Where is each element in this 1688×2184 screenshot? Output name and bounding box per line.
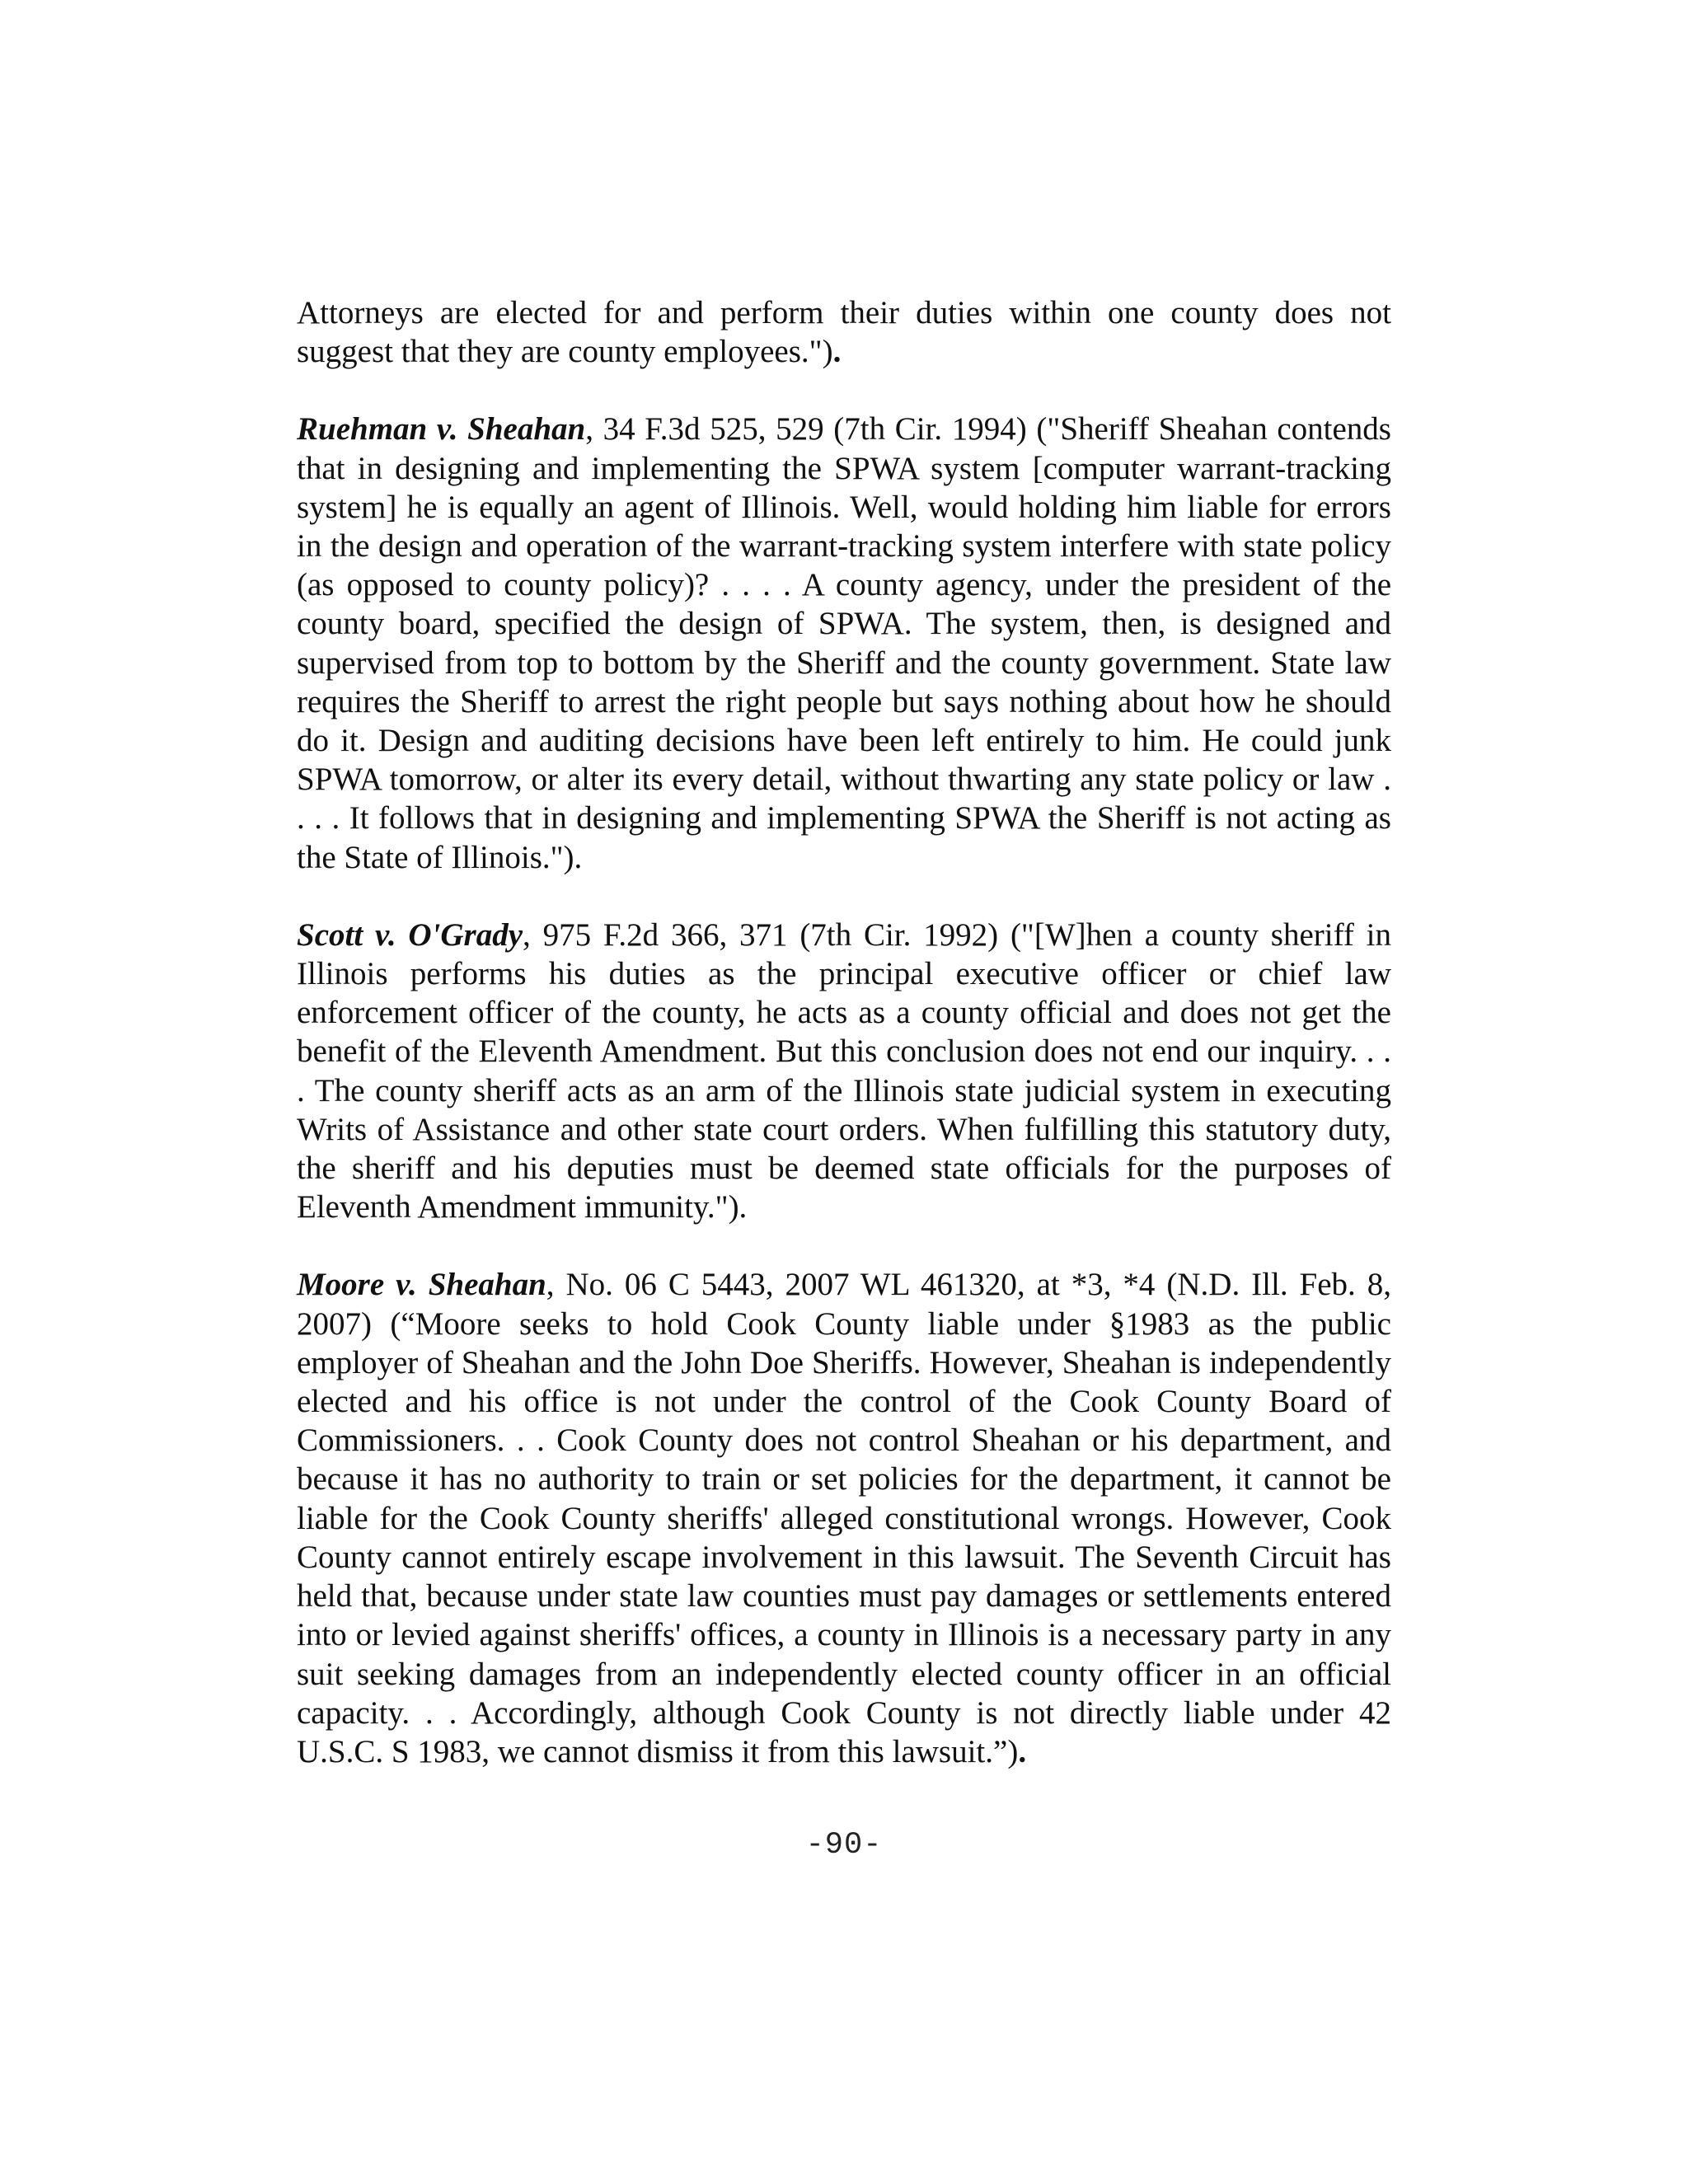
citation-end: . bbox=[1018, 1733, 1027, 1769]
citation-text: , 975 F.2d 366, 371 (7th Cir. 1992) ("[W]hen a county sheriff in Illinois performs his duties as the principal executive officer or chief law enforcement officer of the county, he acts as a county official and does not get the benefit of the Eleventh Amendment. But this conclusion does not end our inquiry. . . . The county sheriff acts as an arm of the Illinois state judicial system in executing Writs of Assistance and other state court orders. When fulfilling this statutory duty, the sheriff and his deputies must be deemed state officials for the purposes of Eleventh Amendment immunity."). bbox=[297, 916, 1392, 1226]
continuation-end: . bbox=[832, 334, 842, 370]
continuation-paragraph bbox=[297, 293, 1391, 371]
case-name: Ruehman v. Sheahan bbox=[297, 411, 586, 448]
citation-moore bbox=[297, 1265, 1391, 1771]
case-name: Moore v. Sheahan bbox=[297, 1267, 546, 1303]
case-name: Scott v. O'Grady bbox=[297, 916, 523, 953]
document-body bbox=[297, 293, 1391, 1810]
citation-scott bbox=[297, 916, 1391, 1227]
citation-text: , 34 F.3d 525, 529 (7th Cir. 1994) ("Sheriff Sheahan contends that in designing and implementing the SPWA system [computer warrant-tracking system] he is equally an agent of Illinois. Well, would holding him liable for errors in the design and operation of the warrant-tracking system interfere with state policy (as opposed to county policy)? . . . . A county agency, under the president of the county board, specified the design of SPWA. The system, then, is designed and supervised from top to bottom by the Sheriff and the county government. State law requires the Sheriff to arrest the right people but says nothing about how he should do it. Design and auditing decisions have been left entirely to him. He could junk SPWA tomorrow, or alter its every detail, without thwarting any state policy or law . . . . It follows that in designing and implementing SPWA the Sheriff is not acting as the State of Illinois."). bbox=[297, 411, 1391, 875]
page-number: -90- bbox=[805, 1828, 883, 1863]
citation-text: , No. 06 C 5443, 2007 WL 461320, at *3, *4 (N.D. Ill. Feb. 8, 2007) (“Moore seeks to hold Cook County liable under §1983 as the public employer of Sheahan and the John Doe Sheriffs. However, Sheahan is independently elected and his office is not under the control of the Cook County Board of Commissioners. . . Cook County does not control Sheahan or his department, and because it has no authority to train or set policies for the department, it cannot be liable for the Cook County sheriffs' alleged constitutional wrongs. However, Cook County cannot entirely escape involvement in this lawsuit. The Seventh Circuit has held that, because under state law counties must pay damages or settlements entered into or levied against sheriffs' offices, a county in Illinois is a necessary party in any suit seeking damages from an independently elected county officer in an official capacity. . . Accordingly, although Cook County is not directly liable under 42 U.S.C. S 1983, we cannot dismiss it from this lawsuit.”) bbox=[297, 1267, 1391, 1769]
citation-ruehman bbox=[297, 410, 1391, 876]
continuation-text: Attorneys are elected for and perform their duties within one county does not suggest that they are county employees.") bbox=[297, 295, 1391, 370]
